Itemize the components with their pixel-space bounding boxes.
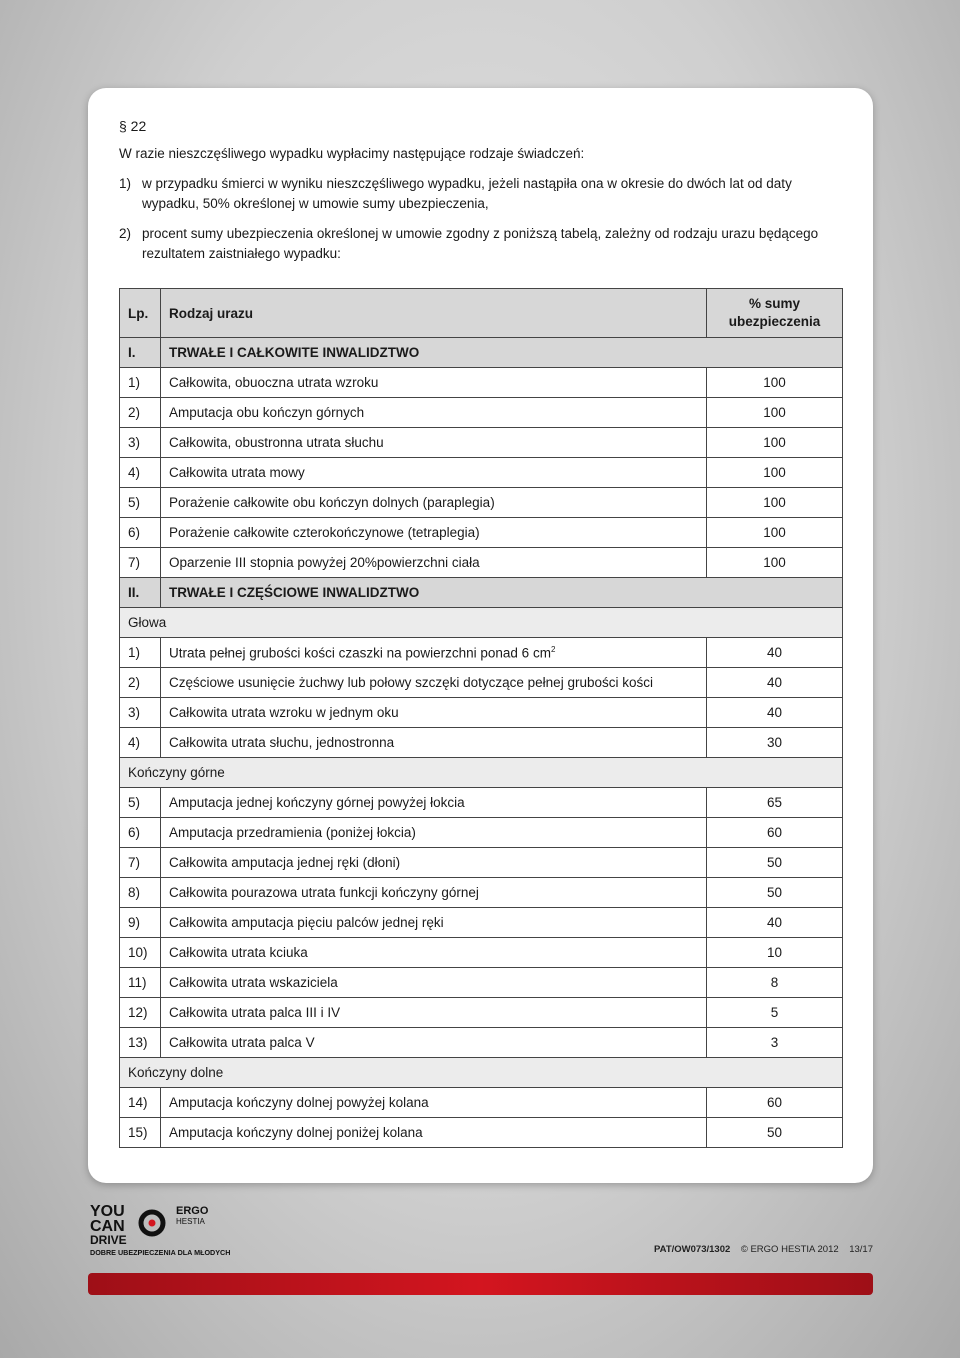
section-row: [120, 338, 843, 368]
section-row: [120, 578, 843, 608]
row-lp: 12): [120, 998, 161, 1028]
table-row: [120, 848, 843, 878]
header-value: % sumy ubezpieczenia: [707, 289, 843, 338]
document-code: PAT/OW073/1302: [654, 1244, 731, 1255]
row-lp: 6): [120, 818, 161, 848]
row-name: Amputacja przedramienia (poniżej łokcia): [161, 818, 707, 848]
copyright: © ERGO HESTIA 2012: [740, 1244, 839, 1255]
row-value: 40: [707, 638, 843, 668]
row-lp: 7): [120, 848, 161, 878]
group-row: [120, 608, 843, 638]
document-text: [119, 116, 843, 274]
row-name: [161, 638, 707, 668]
row-lp: 9): [120, 908, 161, 938]
page-number: 13/17: [849, 1244, 873, 1255]
section-title: TRWAŁE I CAŁKOWITE INWALIDZTWO: [161, 338, 843, 368]
logo-tagline: DOBRE UBEZPIECZENIA DLA MŁODYCH: [90, 1248, 231, 1257]
table-header-row: [120, 289, 843, 338]
row-value: 100: [707, 428, 843, 458]
row-name: Całkowita utrata kciuka: [161, 938, 707, 968]
section-lp: I.: [120, 338, 161, 368]
row-name: Całkowita utrata palca V: [161, 1028, 707, 1058]
row-name: Całkowita pourazowa utrata funkcji kończyny górnej: [161, 878, 707, 908]
row-lp: 11): [120, 968, 161, 998]
row-name: Oparzenie III stopnia powyżej 20%powierzchni ciała: [161, 548, 707, 578]
group-title: Kończyny górne: [120, 758, 843, 788]
row-value: 40: [707, 698, 843, 728]
row-name: Amputacja kończyny dolnej powyżej kolana: [161, 1088, 707, 1118]
row-value: 100: [707, 518, 843, 548]
table-row: [120, 968, 843, 998]
table-row: [120, 788, 843, 818]
list-item-number: 1): [119, 176, 132, 191]
youcandrive-ergo-hestia-logo: [90, 1200, 240, 1260]
row-name-text: Utrata pełnej grubości kości czaszki na powierzchni ponad 6 cm: [169, 645, 551, 661]
row-value: 65: [707, 788, 843, 818]
row-lp: 14): [120, 1088, 161, 1118]
row-value: 8: [707, 968, 843, 998]
logo-you: YOU: [90, 1203, 125, 1220]
intro-text: W razie nieszczęśliwego wypadku wypłacimy następujące rodzaje świadczeń:: [119, 146, 585, 161]
row-lp: 5): [120, 788, 161, 818]
row-value: 100: [707, 458, 843, 488]
row-name: Całkowita utrata wskaziciela: [161, 968, 707, 998]
row-name: Całkowita amputacja pięciu palców jednej ręki: [161, 908, 707, 938]
row-name: Całkowita utrata słuchu, jednostronna: [161, 728, 707, 758]
row-lp: 2): [120, 668, 161, 698]
row-lp: 7): [120, 548, 161, 578]
table-row: [120, 1118, 843, 1148]
table-row: [120, 998, 843, 1028]
row-name: Porażenie całkowite obu kończyn dolnych (paraplegia): [161, 488, 707, 518]
table-row: [120, 458, 843, 488]
row-lp: 3): [120, 428, 161, 458]
table-row: [120, 668, 843, 698]
row-lp: 1): [120, 638, 161, 668]
row-value: 60: [707, 1088, 843, 1118]
row-value: 50: [707, 878, 843, 908]
table-row: [120, 878, 843, 908]
row-name: Całkowita, obuoczna utrata wzroku: [161, 368, 707, 398]
logo-can: CAN: [90, 1218, 125, 1235]
row-value: 100: [707, 548, 843, 578]
row-value: 40: [707, 668, 843, 698]
row-name: Amputacja kończyny dolnej poniżej kolana: [161, 1118, 707, 1148]
row-name: Porażenie całkowite czterokończynowe (tetraplegia): [161, 518, 707, 548]
row-value: 10: [707, 938, 843, 968]
table-row: [120, 1088, 843, 1118]
row-name: Częściowe usunięcie żuchwy lub połowy szczęki dotyczące pełnej grubości kości: [161, 668, 707, 698]
row-lp: 15): [120, 1118, 161, 1148]
logo-dot: [149, 1220, 156, 1227]
document-sheet: [88, 88, 873, 1183]
table-row: [120, 908, 843, 938]
row-name: Całkowita utrata palca III i IV: [161, 998, 707, 1028]
row-value: 40: [707, 908, 843, 938]
section-title: TRWAŁE I CZĘŚCIOWE INWALIDZTWO: [161, 578, 843, 608]
row-lp: 10): [120, 938, 161, 968]
list-item-text: w przypadku śmierci w wyniku nieszczęśliwego wypadku, jeżeli nastąpiła ona w okresie do dwóch lat od daty wypadku, 50% określonej w umowie sumy ubezpieczenia,: [142, 176, 792, 211]
row-lp: 5): [120, 488, 161, 518]
row-lp: 4): [120, 458, 161, 488]
row-lp: 8): [120, 878, 161, 908]
logo-drive: DRIVE: [90, 1233, 127, 1247]
footer-info: [654, 1244, 873, 1255]
group-row: [120, 1058, 843, 1088]
row-lp: 6): [120, 518, 161, 548]
table-row: [120, 938, 843, 968]
row-value: 30: [707, 728, 843, 758]
table-row: [120, 818, 843, 848]
group-row: [120, 758, 843, 788]
table-row: [120, 368, 843, 398]
table-row: [120, 698, 843, 728]
table-row: [120, 428, 843, 458]
table-row: [120, 488, 843, 518]
row-value: 100: [707, 488, 843, 518]
group-title: Głowa: [120, 608, 843, 638]
row-value: 3: [707, 1028, 843, 1058]
list-item-text: procent sumy ubezpieczenia określonej w umowie zgodny z poniższą tabelą, zależny od rodzaju urazu będącego rezultatem zaistniałego wypadku:: [142, 226, 819, 261]
table-row: [120, 638, 843, 668]
row-lp: 3): [120, 698, 161, 728]
table-row: [120, 548, 843, 578]
row-lp: 13): [120, 1028, 161, 1058]
list-item-number: 2): [119, 226, 132, 241]
row-name: Amputacja jednej kończyny górnej powyżej łokcia: [161, 788, 707, 818]
row-name: Całkowita, obustronna utrata słuchu: [161, 428, 707, 458]
section-lp: II.: [120, 578, 161, 608]
row-value: 100: [707, 398, 843, 428]
row-lp: 1): [120, 368, 161, 398]
row-value: 50: [707, 1118, 843, 1148]
section-number: § 22: [119, 118, 147, 134]
row-lp: 4): [120, 728, 161, 758]
footer-red-bar: [88, 1273, 873, 1295]
list-item: [119, 174, 843, 214]
table-row: [120, 398, 843, 428]
table-row: [120, 728, 843, 758]
row-name: Całkowita utrata wzroku w jednym oku: [161, 698, 707, 728]
list-item: [119, 224, 843, 264]
row-name: Amputacja obu kończyn górnych: [161, 398, 707, 428]
logo-hestia: HESTIA: [176, 1217, 205, 1226]
table-row: [120, 518, 843, 548]
row-name: Całkowita amputacja jednej ręki (dłoni): [161, 848, 707, 878]
superscript: 2: [550, 644, 556, 654]
row-value: 60: [707, 818, 843, 848]
row-name: Całkowita utrata mowy: [161, 458, 707, 488]
injury-table: [119, 288, 843, 1148]
row-value: 5: [707, 998, 843, 1028]
row-value: 100: [707, 368, 843, 398]
logo-ergo: ERGO: [176, 1205, 209, 1217]
row-value: 50: [707, 848, 843, 878]
header-lp: Lp.: [120, 289, 161, 338]
table-row: [120, 1028, 843, 1058]
header-name: Rodzaj urazu: [161, 289, 707, 338]
group-title: Kończyny dolne: [120, 1058, 843, 1088]
row-lp: 2): [120, 398, 161, 428]
